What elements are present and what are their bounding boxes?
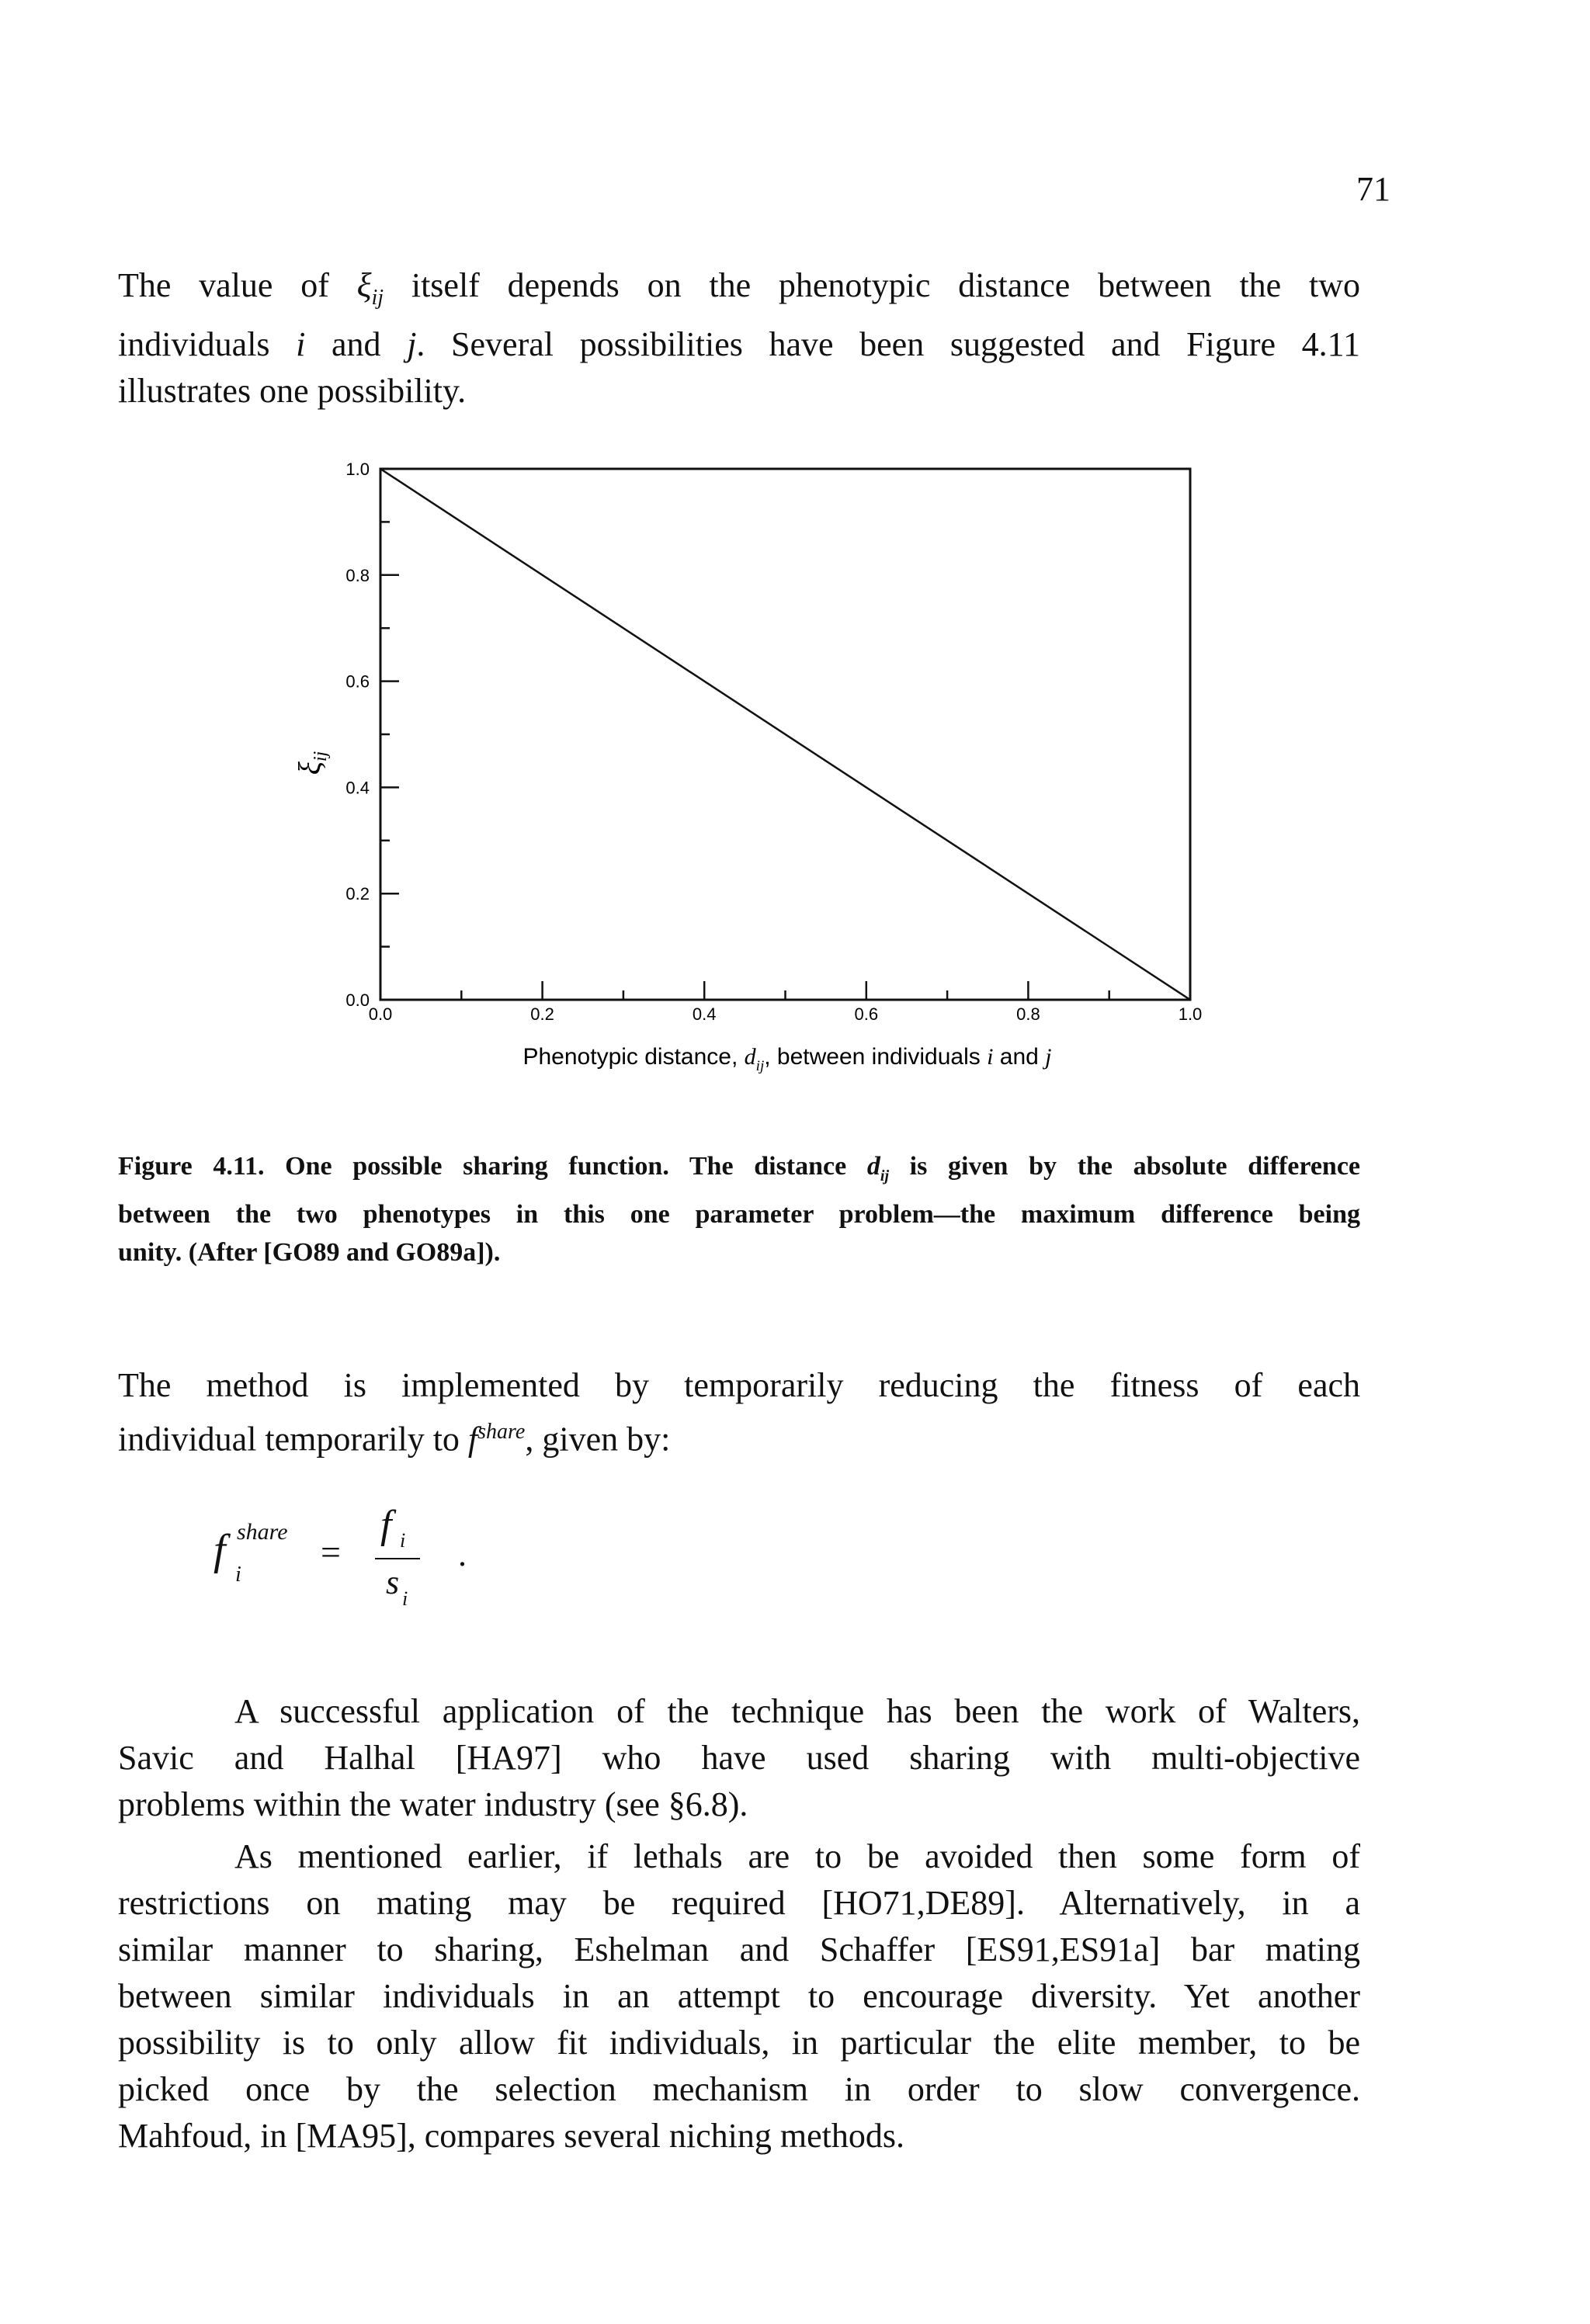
- text-line: individuals i and j. Several possibilities have been suggested and Figure 4.11: [118, 324, 1360, 363]
- eq-lhs-superscript: share: [237, 1519, 288, 1545]
- paragraph-intro: [118, 262, 1360, 415]
- text-line: picked once by the selection mechanism in order to slow convergence.: [118, 2070, 1360, 2108]
- sharing-equation: [214, 1502, 540, 1618]
- y-axis-tick-labels: [345, 463, 370, 1010]
- eq-lhs-subscript: i: [235, 1563, 241, 1587]
- caption-line: between the two phenotypes in this one parameter problem—the maximum difference being: [118, 1199, 1360, 1229]
- text-line: As mentioned earlier, if lethals are to be avoided then some form of: [234, 1837, 1360, 1875]
- text-line: problems within the water industry (see §6.8).: [118, 1785, 748, 1823]
- paragraph-mating: [118, 1833, 1360, 2159]
- x-tick-label: 0.8: [1016, 1004, 1040, 1024]
- caption-line: Figure 4.11. One possible sharing function. The distance $d_{ij}$ is given by the absolute difference: [118, 1152, 1361, 1185]
- text-line: The method is implemented by temporarily reducing the fitness of each: [118, 1366, 1360, 1404]
- paragraph-method: [118, 1362, 1360, 1463]
- y-tick-label: 0.0: [345, 990, 370, 1010]
- eq-numerator-subscript: i: [400, 1529, 406, 1552]
- text-line: restrictions on mating may be required [HO71,DE89]. Alternatively, in a: [118, 1884, 1360, 1922]
- text-line: A successful application of the technique has been the work of Walters,: [234, 1692, 1360, 1730]
- paragraph-application: [118, 1688, 1360, 1828]
- sharing-function-line: [380, 469, 1190, 1000]
- text-line: possibility is to only allow fit individuals, in particular the elite member, to be: [118, 2024, 1360, 2062]
- eq-equals: =: [321, 1532, 341, 1572]
- eq-fraction-bar: [375, 1558, 420, 1559]
- text-line: between similar individuals in an attempt to encourage diversity. Yet another: [118, 1977, 1360, 2015]
- figure-caption: [118, 1147, 1360, 1271]
- text-line: Mahfoud, in [MA95], compares several niching methods.: [118, 2117, 904, 2155]
- x-tick-label: 0.2: [530, 1004, 554, 1024]
- y-tick-label: 0.8: [345, 565, 370, 585]
- y-axis-ticks: [380, 469, 399, 1000]
- figure-4-11: [264, 463, 1211, 1084]
- text-line: similar manner to sharing, Eshelman and Schaffer [ES91,ES91a] bar mating: [118, 1930, 1360, 1968]
- eq-numerator: f: [380, 1503, 392, 1547]
- y-tick-label: 0.6: [345, 671, 370, 692]
- eq-denominator: s: [386, 1563, 400, 1601]
- text-line: individual temporarily to $f^{share}$, given by:: [118, 1420, 671, 1459]
- caption-line: unity. (After [GO89 and GO89a]).: [118, 1237, 501, 1267]
- text-line: Savic and Halhal [HA97] who have used sharing with multi-objective: [118, 1739, 1360, 1777]
- y-tick-label: 0.2: [345, 884, 370, 904]
- y-axis-label: $\xi_{ij}$: [292, 751, 331, 775]
- x-tick-label: 0.4: [692, 1004, 717, 1024]
- x-axis-label: Phenotypic distance, $d_{ij}$, between individuals i and j: [522, 1044, 1052, 1074]
- eq-period: .: [458, 1535, 467, 1573]
- x-tick-label: 1.0: [1178, 1004, 1203, 1024]
- sharing-function-chart: [264, 463, 1211, 1084]
- x-tick-label: 0.0: [368, 1004, 393, 1024]
- y-tick-label: 1.0: [345, 463, 370, 479]
- text-line: The value of $\xi_{ij}$ itself depends on the phenotypic distance between the two: [118, 266, 1360, 310]
- eq-denominator-subscript: i: [402, 1587, 408, 1610]
- text-line: illustrates one possibility.: [118, 371, 467, 410]
- x-axis-ticks: [380, 981, 1190, 1000]
- eq-lhs: f: [214, 1526, 226, 1574]
- page-number: 71: [1356, 170, 1390, 208]
- y-tick-label: 0.4: [345, 778, 370, 798]
- x-tick-label: 0.6: [854, 1004, 879, 1024]
- x-axis-tick-labels: [369, 1004, 1203, 1024]
